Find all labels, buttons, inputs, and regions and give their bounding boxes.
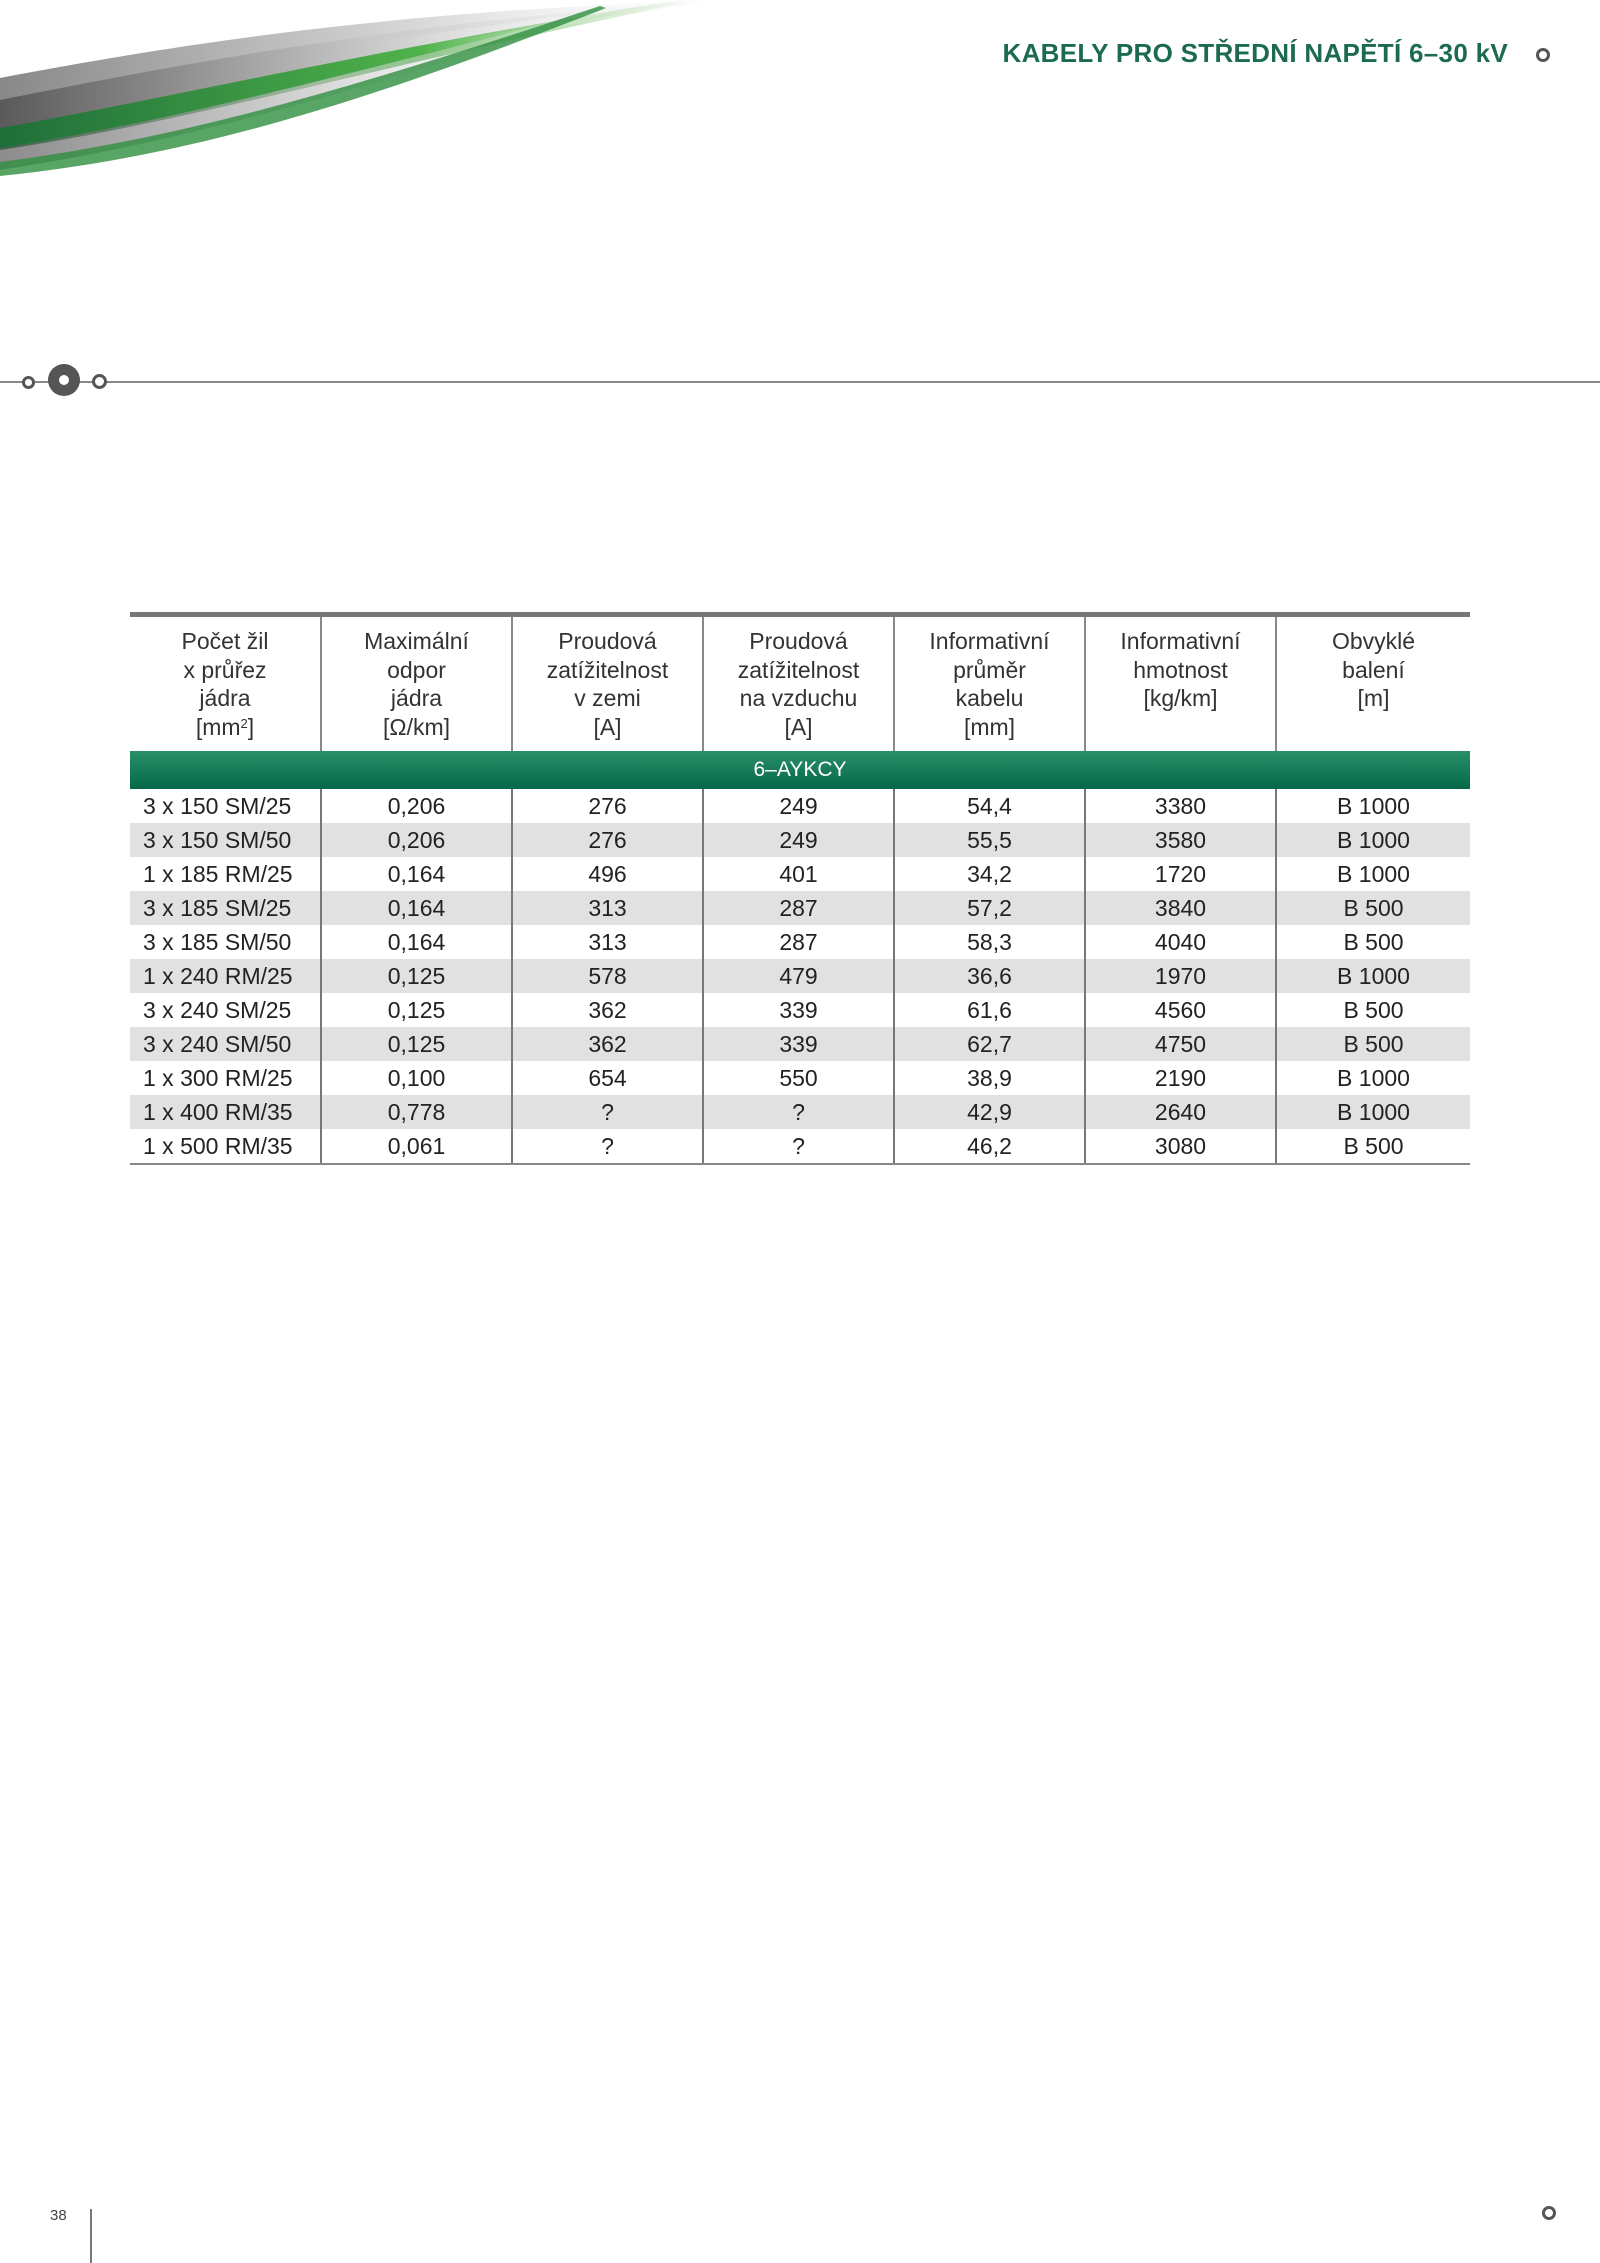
table-row: [130, 1027, 1470, 1061]
header-line: Maximální: [364, 628, 469, 654]
current-ground-cell: 654: [512, 1061, 703, 1095]
header-line: [m]: [1357, 685, 1390, 711]
resistance-cell: 0,125: [321, 1027, 512, 1061]
cable-type-cell: 3 x 240 SM/50: [130, 1027, 321, 1061]
header-line: hmotnost: [1133, 656, 1228, 683]
column-header-current-air: [703, 615, 894, 752]
cable-type-cell: 1 x 240 RM/25: [130, 959, 321, 993]
table-row: [130, 823, 1470, 857]
table-row: [130, 789, 1470, 823]
footer-ring-icon: [1542, 2206, 1556, 2220]
cable-swoosh-graphic: [0, 0, 760, 190]
table-row: [130, 959, 1470, 993]
packaging-cell: B 500: [1276, 1129, 1470, 1164]
diameter-cell: 62,7: [894, 1027, 1085, 1061]
current-air-cell: 339: [703, 993, 894, 1027]
current-air-cell: 339: [703, 1027, 894, 1061]
packaging-cell: B 1000: [1276, 857, 1470, 891]
current-ground-cell: 276: [512, 823, 703, 857]
packaging-cell: B 500: [1276, 925, 1470, 959]
diameter-cell: 46,2: [894, 1129, 1085, 1164]
diameter-cell: 54,4: [894, 789, 1085, 823]
table-row: [130, 925, 1470, 959]
diameter-cell: 57,2: [894, 891, 1085, 925]
header-line: Proudová: [558, 628, 657, 654]
weight-cell: 3380: [1085, 789, 1276, 823]
header-line: Proudová: [749, 628, 848, 654]
header-line: na vzduchu: [739, 685, 858, 711]
header-line: v zemi: [574, 685, 641, 711]
cable-type-cell: 3 x 185 SM/50: [130, 925, 321, 959]
table-row: [130, 891, 1470, 925]
current-air-cell: 287: [703, 925, 894, 959]
weight-cell: 3080: [1085, 1129, 1276, 1164]
table-row: [130, 1095, 1470, 1129]
weight-cell: 4750: [1085, 1027, 1276, 1061]
resistance-cell: 0,164: [321, 891, 512, 925]
diameter-cell: 36,6: [894, 959, 1085, 993]
weight-cell: 1720: [1085, 857, 1276, 891]
weight-cell: 4040: [1085, 925, 1276, 959]
diameter-cell: 34,2: [894, 857, 1085, 891]
diameter-cell: 38,9: [894, 1061, 1085, 1095]
header-line: jádra: [390, 685, 443, 711]
cable-spec-table: [130, 612, 1470, 1165]
cable-type-cell: 1 x 400 RM/35: [130, 1095, 321, 1129]
column-header-cores: [130, 615, 321, 752]
header-line: Informativní: [1120, 628, 1241, 654]
resistance-cell: 0,164: [321, 857, 512, 891]
small-ring-icon: [92, 374, 107, 389]
header-line: [Ω/km]: [382, 713, 451, 740]
resistance-cell: 0,100: [321, 1061, 512, 1095]
current-ground-cell: ?: [512, 1095, 703, 1129]
current-air-cell: 287: [703, 891, 894, 925]
current-ground-cell: 496: [512, 857, 703, 891]
footer-divider: [90, 2209, 92, 2263]
diameter-cell: 58,3: [894, 925, 1085, 959]
weight-cell: 3840: [1085, 891, 1276, 925]
current-air-cell: 550: [703, 1061, 894, 1095]
cable-type-cell: 3 x 150 SM/25: [130, 789, 321, 823]
table-row: [130, 1061, 1470, 1095]
header-line: [A]: [784, 713, 813, 740]
header-line: balení: [1342, 656, 1405, 683]
current-air-cell: 401: [703, 857, 894, 891]
group-label: 6–AYKCY: [130, 751, 1470, 789]
column-header-resistance: [321, 615, 512, 752]
current-air-cell: ?: [703, 1129, 894, 1164]
packaging-cell: B 500: [1276, 1027, 1470, 1061]
resistance-cell: 0,125: [321, 993, 512, 1027]
column-header-packaging: [1276, 615, 1470, 752]
current-air-cell: 249: [703, 823, 894, 857]
current-air-cell: 479: [703, 959, 894, 993]
resistance-cell: 0,778: [321, 1095, 512, 1129]
page-number: 38: [50, 2207, 67, 2224]
header-line: zatížitelnost: [546, 656, 669, 683]
header-line: kabelu: [955, 685, 1024, 711]
weight-cell: 3580: [1085, 823, 1276, 857]
column-header-current-ground: [512, 615, 703, 752]
cable-type-cell: 1 x 300 RM/25: [130, 1061, 321, 1095]
header-line: zatížitelnost: [737, 656, 860, 683]
resistance-cell: 0,206: [321, 823, 512, 857]
current-ground-cell: 362: [512, 1027, 703, 1061]
diameter-cell: 42,9: [894, 1095, 1085, 1129]
resistance-cell: 0,206: [321, 789, 512, 823]
header-ring-icon: [1536, 48, 1550, 62]
table-header-row: [130, 615, 1470, 752]
table-row: [130, 857, 1470, 891]
header-line: Počet žil: [181, 628, 269, 654]
diameter-cell: 55,5: [894, 823, 1085, 857]
cable-type-cell: 3 x 240 SM/25: [130, 993, 321, 1027]
cable-type-cell: 1 x 185 RM/25: [130, 857, 321, 891]
current-air-cell: ?: [703, 1095, 894, 1129]
small-ring-icon: [22, 376, 35, 389]
header-line: jádra: [199, 685, 251, 711]
current-ground-cell: 578: [512, 959, 703, 993]
group-header-row: [130, 751, 1470, 789]
resistance-cell: 0,164: [321, 925, 512, 959]
header-line: x průřez: [183, 656, 267, 683]
document-title: KABELY PRO STŘEDNÍ NAPĚTÍ 6–30 kV: [1002, 38, 1508, 68]
table-row: [130, 1129, 1470, 1164]
header-line: Informativní: [929, 628, 1050, 654]
packaging-cell: B 500: [1276, 891, 1470, 925]
weight-cell: 4560: [1085, 993, 1276, 1027]
weight-cell: 2190: [1085, 1061, 1276, 1095]
table-row: [130, 993, 1470, 1027]
packaging-cell: B 1000: [1276, 959, 1470, 993]
cable-type-cell: 3 x 150 SM/50: [130, 823, 321, 857]
weight-cell: 2640: [1085, 1095, 1276, 1129]
packaging-cell: B 1000: [1276, 789, 1470, 823]
current-air-cell: 249: [703, 789, 894, 823]
cable-type-cell: 1 x 500 RM/35: [130, 1129, 321, 1164]
current-ground-cell: 362: [512, 993, 703, 1027]
section-divider: [0, 381, 1600, 383]
current-ground-cell: 313: [512, 925, 703, 959]
current-ground-cell: 276: [512, 789, 703, 823]
resistance-cell: 0,061: [321, 1129, 512, 1164]
current-ground-cell: 313: [512, 891, 703, 925]
header-line: Obvyklé: [1331, 628, 1416, 654]
packaging-cell: B 1000: [1276, 1061, 1470, 1095]
packaging-cell: B 500: [1276, 993, 1470, 1027]
header-line: [A]: [593, 713, 622, 740]
resistance-cell: 0,125: [321, 959, 512, 993]
header-line: [mm]: [963, 713, 1016, 740]
column-header-diameter: [894, 615, 1085, 752]
weight-cell: 1970: [1085, 959, 1276, 993]
header-line: průměr: [953, 656, 1026, 683]
packaging-cell: B 1000: [1276, 823, 1470, 857]
current-ground-cell: ?: [512, 1129, 703, 1164]
packaging-cell: B 1000: [1276, 1095, 1470, 1129]
column-header-weight: [1085, 615, 1276, 752]
header-unit: $[mm^2]$: [195, 713, 255, 740]
cable-type-cell: 3 x 185 SM/25: [130, 891, 321, 925]
large-ring-icon: [48, 364, 80, 396]
diameter-cell: 61,6: [894, 993, 1085, 1027]
header-line: [kg/km]: [1143, 685, 1218, 711]
header-line: odpor: [387, 656, 446, 683]
